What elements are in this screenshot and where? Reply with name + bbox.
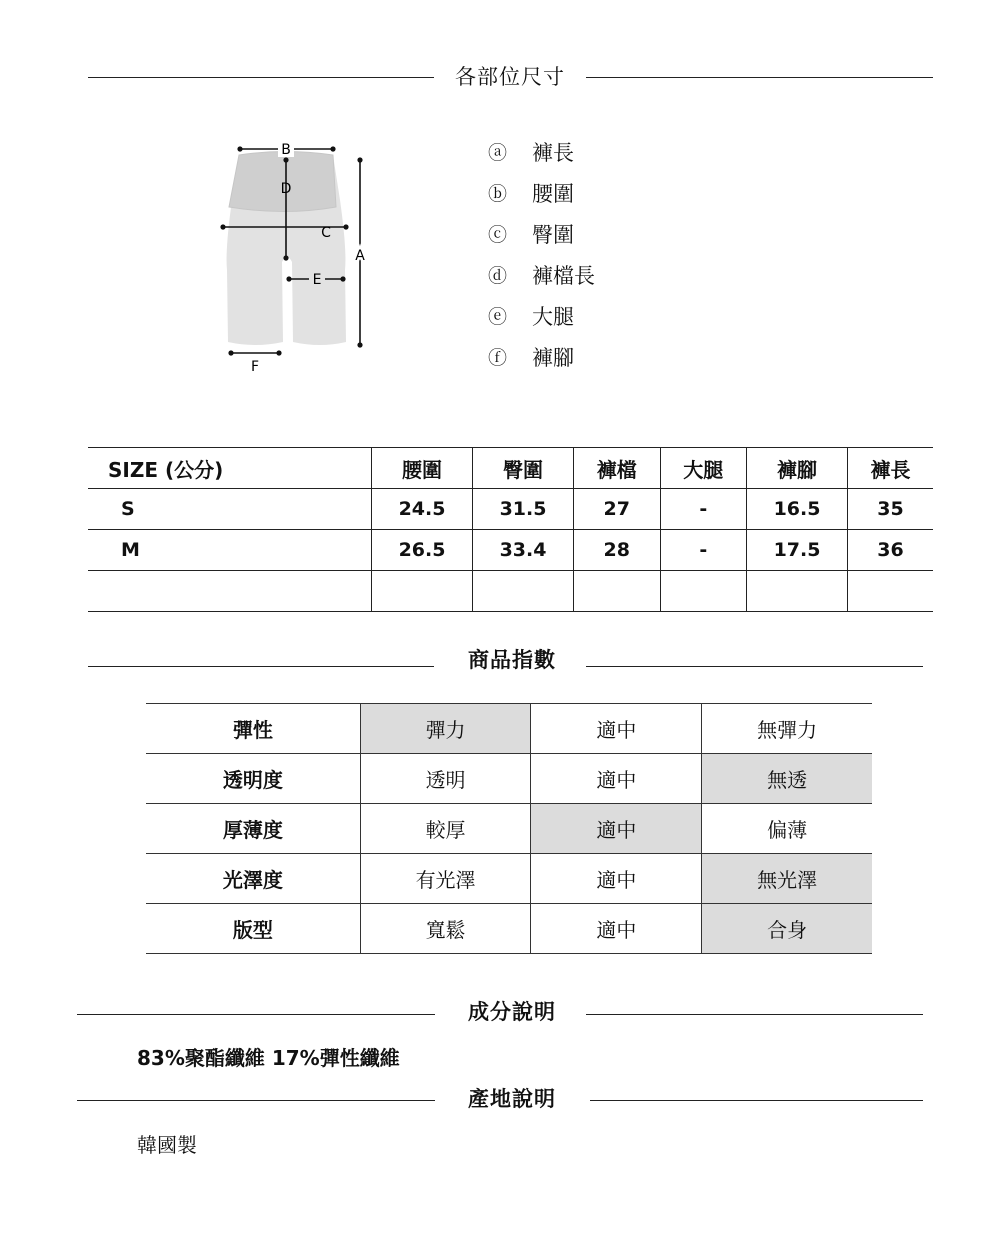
index-option: 無光澤 [702, 854, 872, 904]
legend-item [488, 295, 595, 336]
section-title-measurements [0, 57, 1000, 97]
index-option: 合身 [702, 904, 872, 954]
size-table-header [88, 448, 933, 489]
table-cell: 24.5 [372, 489, 473, 530]
size-table [88, 447, 933, 612]
divider-line [77, 1100, 435, 1101]
index-label: 透明度 [146, 754, 360, 804]
table-cell [747, 571, 848, 612]
divider-line [586, 666, 923, 667]
divider-line [88, 77, 434, 78]
composition-text: 83%聚酯纖維 17%彈性纖維 [137, 1046, 400, 1070]
legend-mark: ⓒ [488, 224, 508, 246]
diagram-letter-d: D [280, 181, 292, 197]
legend-mark: ⓓ [488, 265, 508, 287]
section-title-composition [0, 992, 1000, 1032]
index-option: 適中 [531, 854, 702, 904]
table-cell: 27 [574, 489, 660, 530]
table-row [88, 489, 933, 530]
index-option: 適中 [531, 704, 702, 754]
header-cell: 臀圍 [473, 448, 574, 489]
table-cell: 28 [574, 530, 660, 571]
table-cell: 16.5 [747, 489, 848, 530]
index-option: 寬鬆 [360, 904, 531, 954]
legend-label: 褲長 [532, 140, 574, 165]
legend-mark: ⓕ [488, 347, 508, 369]
section-title-index [0, 640, 1000, 680]
legend-item [488, 213, 595, 254]
legend-label: 大腿 [532, 304, 574, 329]
header-cell: 大腿 [660, 448, 746, 489]
index-option: 無彈力 [702, 704, 872, 754]
legend-label: 褲檔長 [532, 263, 595, 288]
legend-mark: ⓔ [488, 306, 508, 328]
index-option: 較厚 [360, 804, 531, 854]
table-cell [660, 571, 746, 612]
legend-item [488, 336, 595, 377]
legend-item [488, 254, 595, 295]
index-option: 透明 [360, 754, 531, 804]
origin-title: 產地說明 [468, 1087, 556, 1111]
table-cell: 31.5 [473, 489, 574, 530]
section-title-origin [0, 1079, 1000, 1119]
header-cell: 腰圍 [372, 448, 473, 489]
shorts-diagram [200, 130, 400, 390]
table-cell: 36 [848, 530, 933, 571]
legend-label: 腰圍 [532, 181, 574, 206]
table-cell: - [660, 489, 746, 530]
table-cell: 17.5 [747, 530, 848, 571]
index-option: 適中 [531, 804, 702, 854]
table-cell: 33.4 [473, 530, 574, 571]
legend-item [488, 172, 595, 213]
legend-label: 褲腳 [532, 345, 574, 370]
index-label: 光澤度 [146, 854, 360, 904]
composition-title: 成分說明 [468, 1000, 556, 1024]
index-label: 版型 [146, 904, 360, 954]
table-cell [574, 571, 660, 612]
divider-line [88, 666, 434, 667]
index-row [146, 704, 872, 754]
index-label: 厚薄度 [146, 804, 360, 854]
table-cell: 26.5 [372, 530, 473, 571]
legend-mark: ⓐ [488, 142, 508, 164]
divider-line [77, 1014, 435, 1015]
size-label [88, 571, 372, 612]
diagram-letter-f: F [250, 359, 260, 375]
origin-text: 韓國製 [137, 1133, 197, 1157]
index-option: 無透 [702, 754, 872, 804]
index-row [146, 804, 872, 854]
measurements-title: 各部位尺寸 [455, 65, 565, 89]
header-cell: 褲檔 [574, 448, 660, 489]
index-option: 適中 [531, 904, 702, 954]
diagram-letter-c: C [321, 225, 331, 241]
table-cell: - [660, 530, 746, 571]
index-option: 偏薄 [702, 804, 872, 854]
legend-label: 臀圍 [532, 222, 574, 247]
index-option: 適中 [531, 754, 702, 804]
table-row [88, 571, 933, 612]
index-label: 彈性 [146, 704, 360, 754]
header-cell: SIZE (公分) [88, 448, 372, 489]
diagram-letter-b: B [281, 142, 291, 158]
divider-line [590, 1100, 923, 1101]
index-row [146, 854, 872, 904]
size-label: S [88, 489, 372, 530]
product-index-table [146, 703, 872, 954]
table-cell [848, 571, 933, 612]
index-option: 有光澤 [360, 854, 531, 904]
header-cell: 褲腳 [747, 448, 848, 489]
table-cell [473, 571, 574, 612]
index-option: 彈力 [360, 704, 531, 754]
divider-line [586, 1014, 923, 1015]
table-cell [372, 571, 473, 612]
legend-mark: ⓑ [488, 183, 508, 205]
measurement-legend [488, 131, 595, 377]
index-row [146, 904, 872, 954]
diagram-letter-a: A [355, 248, 365, 264]
diagram-letter-e: E [312, 272, 322, 288]
header-cell: 褲長 [848, 448, 933, 489]
table-cell: 35 [848, 489, 933, 530]
index-title: 商品指數 [468, 648, 556, 672]
legend-item [488, 131, 595, 172]
index-row [146, 754, 872, 804]
divider-line [586, 77, 933, 78]
table-row [88, 530, 933, 571]
size-label: M [88, 530, 372, 571]
